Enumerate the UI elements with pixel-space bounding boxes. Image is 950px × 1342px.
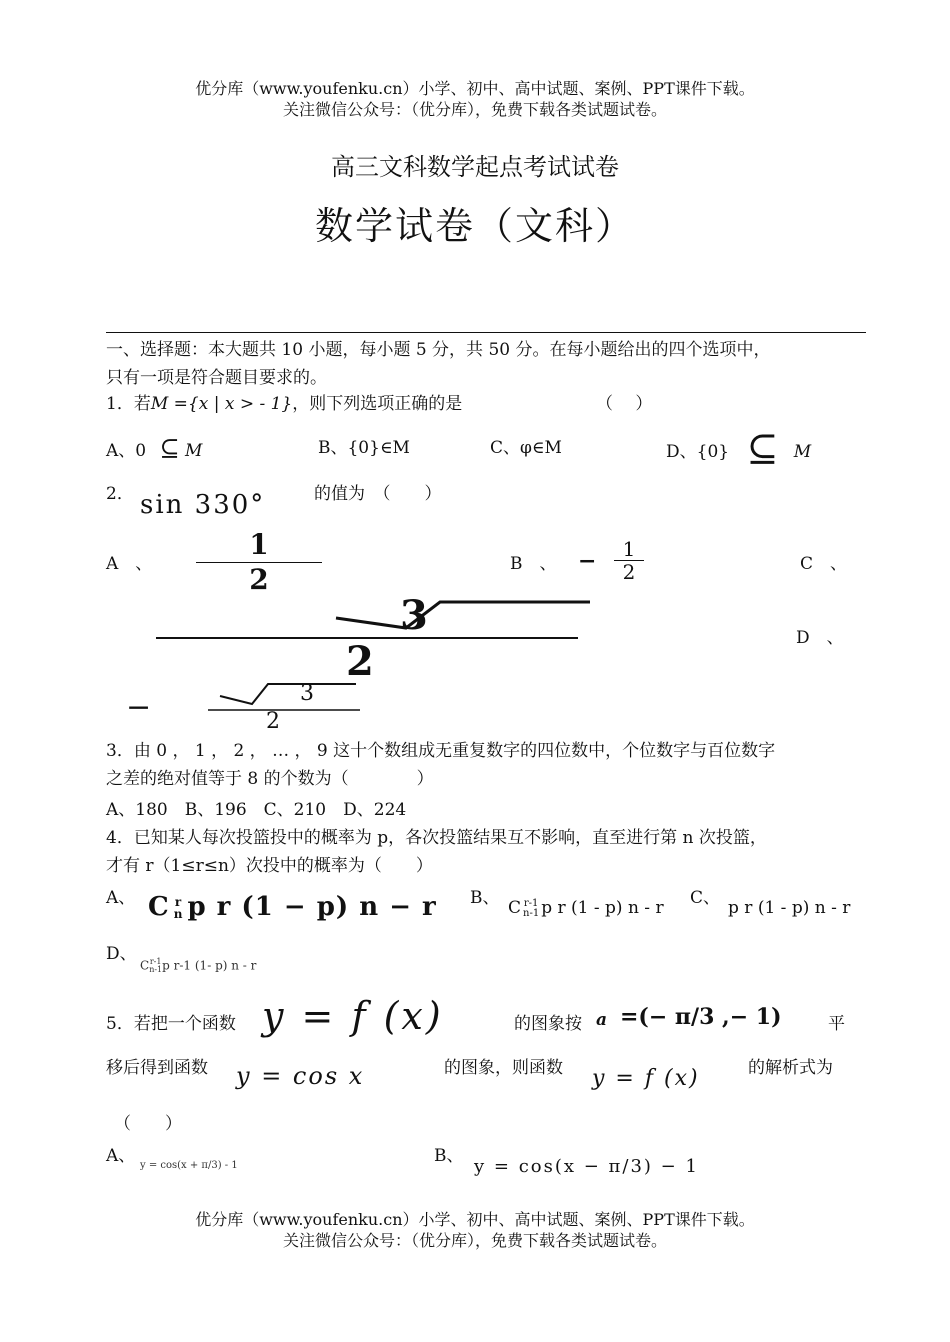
q1-option-a xyxy=(106,434,202,465)
q3-line-1: 3．由 0 ， 1 ， 2 ， … ， 9 这十个数组成无重复数字的四位数中，个位数字与百位数字 xyxy=(106,741,776,761)
q2-d-radicand: 3 xyxy=(300,681,314,706)
q2-b-denominator: 2 xyxy=(622,560,636,584)
q3-options: A、180 B、196 C、210 D、224 xyxy=(106,800,407,820)
q2-d-denominator: 2 xyxy=(266,709,280,734)
q3-line-2: 之差的绝对值等于 8 的个数为（ ） xyxy=(106,769,434,789)
q5-y-cos: y = cos x xyxy=(236,1062,365,1090)
q2-c-denominator: 2 xyxy=(346,638,374,685)
q2-option-d-label: D 、 xyxy=(796,628,844,648)
q5-line-1c: 平 xyxy=(828,1014,845,1034)
q5-y-fx: y = f (x) xyxy=(262,994,444,1038)
q2-a-numerator: 1 xyxy=(249,528,269,561)
q2-option-a-label: A 、 xyxy=(106,554,153,574)
q5-option-b: y = cos(x − π/3) − 1 xyxy=(474,1156,699,1177)
header-line-2: 关注微信公众号：（优分库），免费下载各类试题试卷。 xyxy=(282,100,667,119)
q1-option-b: B、{0}∈M xyxy=(318,438,410,458)
subset-icon: ⊆ xyxy=(159,434,180,462)
q2-option-b-fraction xyxy=(614,538,644,583)
q4-a-c: C xyxy=(148,892,170,922)
q1-answer-paren: （ ） xyxy=(596,394,653,414)
q4-option-b-label: B、 xyxy=(470,888,500,908)
divider-rule xyxy=(106,332,866,333)
q1-option-d xyxy=(666,426,812,470)
q1-option-d-label: D、{0} xyxy=(666,442,730,462)
q4-a-expr: p r (1 − p) n − r xyxy=(187,892,437,922)
exam-title: 高三文科数学起点考试试卷 xyxy=(331,153,619,181)
q2-option-d-fraction xyxy=(206,682,366,734)
section-heading-line-2: 只有一项是符合题目要求的。 xyxy=(106,368,327,388)
sqrt-icon xyxy=(220,681,356,706)
q4-option-d: C r-1 n-1 p r-1 (1- p) n - r xyxy=(140,957,257,974)
footer-line-2: 关注微信公众号：（优分库），免费下载各类试题试卷。 xyxy=(282,1231,667,1250)
q5-line-2a: 移后得到函数 xyxy=(106,1058,208,1078)
q4-line-2: 才有 r（1≤r≤n）次投中的概率为（ ） xyxy=(106,856,433,876)
q1-option-a-set: M xyxy=(185,441,203,461)
q2-c-radicand: 3 xyxy=(400,592,428,639)
q4-option-a: C r n p r (1 − p) n − r xyxy=(148,892,437,922)
q2-option-c-label: C 、 xyxy=(800,554,848,574)
sqrt-icon xyxy=(336,602,590,628)
q2-stem: 的值为 （ ） xyxy=(314,484,442,504)
exam-subtitle: 数学试卷（文科） xyxy=(314,204,635,248)
q1-prefix: 1．若 xyxy=(106,394,151,414)
q5-answer-paren: （ ） xyxy=(114,1114,182,1134)
q5-option-a-label: A、 xyxy=(106,1146,136,1166)
q2-option-a-fraction xyxy=(196,530,322,595)
footer-line-1: 优分库（www.youfenku.cn）小学、初中、高中试题、案例、PPT课件下载。 xyxy=(195,1210,755,1229)
q4-option-a-label: A、 xyxy=(106,888,136,908)
q2-b-minus: − xyxy=(578,548,597,574)
q5-y-fx-small: y = f (x) xyxy=(592,1066,700,1091)
q2-option-b-label: B 、 xyxy=(510,554,557,574)
q5-option-b-label: B、 xyxy=(434,1146,464,1166)
q1-set: M ={x | x > - 1} xyxy=(150,394,293,414)
q1-stem xyxy=(106,390,462,418)
q4-option-c: p r (1 - p) n - r xyxy=(728,898,851,918)
q1-option-d-set: M xyxy=(793,442,812,462)
q2-number: 2． xyxy=(106,484,134,504)
q2-b-numerator: 1 xyxy=(622,537,636,561)
q4-d-expr: p r-1 (1- p) n - r xyxy=(162,958,257,973)
q5-line-1a: 5．若把一个函数 xyxy=(106,1014,236,1034)
q4-line-1: 4．已知某人每次投篮投中的概率为 p，各次投篮结果互不影响，直至进行第 n 次投篮， xyxy=(106,828,767,848)
q4-option-c-label: C、 xyxy=(690,888,721,908)
header-line-1: 优分库（www.youfenku.cn）小学、初中、高中试题、案例、PPT课件下载。 xyxy=(195,79,755,98)
q1-text: ，则下列选项正确的是 xyxy=(292,394,463,414)
q5-line-2b: 的图象，则函数 xyxy=(444,1058,563,1078)
q5-line-2c: 的解析式为 xyxy=(748,1058,833,1078)
q4-option-b: C r-1 n-1 p r (1 - p) n - r xyxy=(508,897,664,919)
section-heading-line-1: 一、选择题：本大题共 10 小题，每小题 5 分，共 50 分。在每小题给出的四个选项中， xyxy=(106,340,771,360)
subset-icon-large: ⊆ xyxy=(746,426,779,470)
q5-vector-a: a xyxy=(596,1010,608,1030)
q2-a-denominator: 2 xyxy=(249,563,269,596)
q5-option-a: y = cos(x + π/3) - 1 xyxy=(140,1160,238,1171)
q5-line-1b: 的图象按 xyxy=(514,1014,582,1034)
q1-option-a-label: A、0 xyxy=(106,441,147,461)
q4-b-expr: p r (1 - p) n - r xyxy=(541,898,664,918)
q2-d-minus: − xyxy=(126,690,152,725)
q1-option-c: C、φ∈M xyxy=(490,438,562,458)
q2-expression: sin 330° xyxy=(140,490,266,520)
q4-option-d-label: D、 xyxy=(106,944,137,964)
q5-vector-value: =(− π/3 ,− 1) xyxy=(620,1004,782,1030)
